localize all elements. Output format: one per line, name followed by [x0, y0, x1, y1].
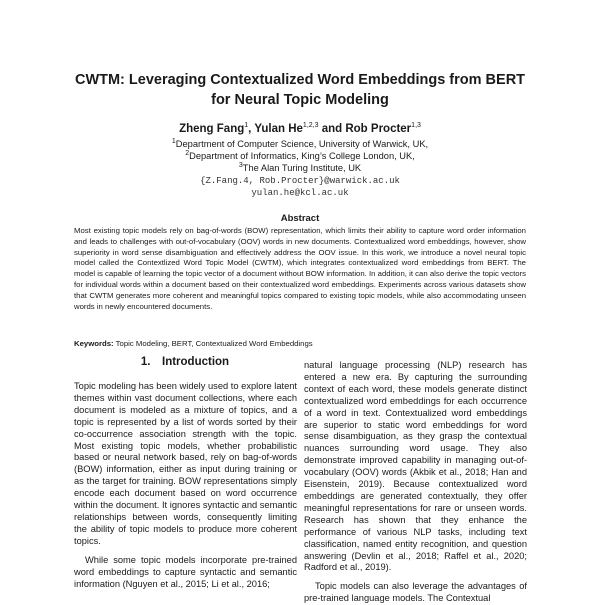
right-column — [304, 360, 527, 605]
author-affiliation-mark: 1,2,3 — [302, 122, 319, 130]
affiliation-line — [40, 151, 560, 163]
section-heading-introduction: 1. Introduction — [140, 356, 230, 368]
author-list — [40, 122, 560, 137]
email-line: {Z.Fang.4, Rob.Procter}@warwick.ac.uk — [200, 176, 400, 186]
paragraph: Topic models can also leverage the advantages of pre-trained language models. The Contextual — [304, 581, 527, 604]
paragraph: natural language processing (NLP) research has entered a new era. By capturing the surrounding context of each word, these models generate distinct contextualized word embeddings for each occurrence of a word in text. Contextualized word embeddings are superior to static word embeddings for word sense disambiguation, as they grasp the contextual nuances surrounding word usage. They also demonstrate improved capability in managing out-of-vocabulary (OOV) words (Akbik et al., 2018; Han and Eisenstein, 2019). Because contextualized word embeddings are generated contextually, they offer meaningful representations for rare or unseen words. Research has shown that they enhance the performance of various NLP tasks, including text classification, named entity recognition, and question answering (Devlin et al., 2018; Raffel et al., 2020; Radford et al., 2019). — [304, 360, 527, 573]
affiliation-mark: 2 — [185, 149, 190, 157]
author-separator: and — [318, 123, 346, 135]
affiliation-mark: 1 — [171, 137, 176, 145]
paper-title — [40, 70, 560, 110]
abstract-text: Most existing topic models rely on bag-of-words (BOW) representation, which limits their ability to capture word order information and leads to challenges with out-of-vocabulary (OOV) words in new documents. Contextualized word embeddings, however, show superiority in word sense disambiguation and effectively address the OOV issue. In this work, we introduce a novel neural topic model called the Contextlized Word Topic Model (CWTM), which integrates contextualized word embeddings from BERT. The model is capable of learning the topic vector of a document without BOW information. In addition, it can also derive the topic vectors for individual words within a document based on their contextualized word embeddings. Experiments across various datasets show that CWTM generates more coherent and meaningful topics compared to existing topic models, while also accommodating unseen words in newly encountered documents. — [74, 226, 526, 311]
title-line-2: for Neural Topic Modeling — [211, 92, 389, 108]
keywords-label: Keywords: — [74, 339, 114, 348]
affiliation-text: The Alan Turing Institute, UK — [242, 162, 362, 173]
author-name: Yulan He — [254, 123, 303, 135]
affiliation-line — [40, 139, 560, 151]
email-line: yulan.he@kcl.ac.uk — [251, 187, 349, 198]
author-name: Rob Procter — [345, 123, 412, 135]
left-column — [74, 381, 297, 590]
affiliation-line — [40, 163, 560, 175]
paragraph: While some topic models incorporate pre-trained word embeddings to capture syntactic and semantic information (Nguyen et al., 2015; Li et al., 2016; — [74, 554, 297, 589]
keywords — [74, 339, 526, 350]
affiliation-text: Department of Computer Science, University of Warwick, UK, — [175, 139, 429, 149]
author-separator: , — [248, 123, 255, 135]
affiliations — [40, 139, 560, 174]
affiliation-mark: 3 — [238, 161, 243, 169]
author-affiliation-mark: 1,3 — [411, 122, 421, 130]
paragraph: Topic modeling has been widely used to explore latent themes within vast document collections, where each document is modeled as a mixture of topics, and a topic is represented by a list of words sorted by their co-occurrence association strength with the topic. Most existing topic models, whether probabilistic based or neural network based, rely on bag-of-words (BOW) information, either as input during training or as the target for training. BOW representations simply encode each document based on word occurrence within the document. It ignores syntactic and semantic relationships between words, consequently limiting the ability of topic models to produce more coherent topics. — [74, 381, 297, 546]
keywords-list: Topic Modeling, BERT, Contextualized Word Embeddings — [115, 339, 313, 348]
author-emails — [40, 176, 560, 199]
author-name: Zheng Fang — [179, 123, 245, 135]
affiliation-text: Department of Informatics, King’s College London, UK, — [189, 150, 415, 161]
title-line-1: CWTM: Leveraging Contextualized Word Embeddings from BERT — [74, 72, 526, 88]
abstract-heading: Abstract — [280, 213, 320, 224]
author-affiliation-mark: 1 — [244, 122, 249, 130]
